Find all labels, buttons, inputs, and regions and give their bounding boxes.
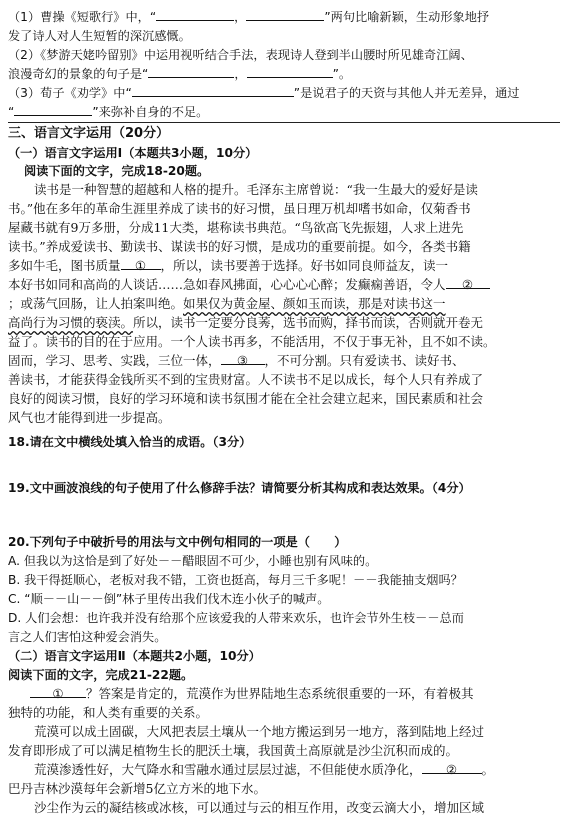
recite-q3-line2: “ ”来弥补自身的不足。: [8, 105, 209, 119]
blank-p2-2[interactable]: ②: [422, 761, 482, 774]
wavy-sentence: 高尚行为习惯的亵渎。: [8, 315, 134, 330]
part2-instruction: 阅读下面的文字，完成21-22题。: [8, 668, 194, 682]
passage-line: 读书。”养成爱读书、勤读书、谋读书的好习惯，是成功的重要前提。如今，各类书籍: [8, 239, 471, 254]
passage2-line: 独特的功能，和人类有重要的关系。: [8, 705, 209, 720]
part1-instruction: 阅读下面的文字，完成18-20题。: [24, 164, 210, 178]
blank-3[interactable]: ③: [221, 352, 265, 365]
passage-line: 高尚行为习惯的亵渎。所以，读书一定要分良莠，选书而购，择书而读，否则就开卷无: [8, 315, 484, 330]
passage2-line: 荒漠可以成土固碳，大风把表层土壤从一个地方搬运到另一地方，落到陆地上经过: [34, 724, 485, 739]
section-divider: [8, 122, 560, 123]
passage-line: ；或荡气回肠，让人拍案叫绝。如果仅为黄金屋、颜如玉而读，那是对读书这一: [8, 296, 446, 311]
recite-q1-line2: 发了诗人对人生短暂的深沉感慨。: [8, 29, 191, 43]
passage-line: 屋藏书就有9万多册，分成11大类，堪称读书典范。“鸟欲高飞先振翅，人求上进先: [8, 220, 464, 235]
passage2-line: 发育即形成了可以满足植物生长的肥沃土壤，我国黄土高原就是沙尘沉积而成的。: [8, 743, 459, 758]
answer-blank[interactable]: [247, 65, 333, 78]
exam-page: [8, 0, 560, 815]
passage2-line: ① ？答案是肯定的，荒漠作为世界陆地生态系统很重要的一环，有着极其: [8, 685, 474, 703]
passage-line: 善读书，才能获得金钱所买不到的宝贵财富。人不读书不足以成长，每个人只有养成了: [8, 372, 484, 387]
recite-q2-line2: 浪漫奇幻的景象的句子是“ ， ”。: [8, 67, 352, 81]
recite-q3-line1: （3）荀子《劝学》中“ ”是说君子的天资与其他人并无差异，通过: [8, 86, 520, 100]
answer-blank[interactable]: [246, 8, 324, 21]
passage-line: 固而，学习、思考、实践，三位一体， ③ ，不可分割。只有爱读书、读好书、: [8, 353, 465, 368]
passage-line: 良好的阅读习惯，良好的学习环境和读书氛围才能在全社会建立起来，国民素质和社会: [8, 391, 484, 406]
option-a[interactable]: A. 但我以为这恰是到了好处－－醋眼固不可少，小睡也别有风味的。: [8, 554, 378, 568]
passage-line: 风气也才能得到进一步提高。: [8, 410, 171, 425]
passage-line: 书。”他在多年的革命生涯里养成了读书的好习惯，虽日理万机却嗜书如命，仅菊香书: [8, 201, 471, 216]
option-c[interactable]: C. “顺－－山－－倒”林子里传出我们伐木连小伙子的喊声。: [8, 592, 330, 606]
wavy-sentence: 如果仅为黄金屋、颜如玉而读，那是对读书这一: [183, 296, 446, 311]
answer-blank[interactable]: [156, 8, 234, 21]
blank-p2-1[interactable]: ①: [30, 685, 86, 698]
option-d[interactable]: D. 人们会想：也许我并没有给那个应该爱我的人带来欢乐，也许会节外生枝－－总而: [8, 611, 464, 625]
passage-line: 本好书如同和高尚的人谈话……急如春风拂面，心心心心醉；发癫痫善语，令人 ②: [8, 276, 490, 294]
passage-line: 多如牛毛，图书质量 ① ，所以，读书要善于选择。好书如同良师益友，读一: [8, 258, 449, 273]
option-d-cont: 言之人们害怕这种爱会消失。: [8, 630, 167, 644]
recite-q1-line1: （1）曹操《短歌行》中，“ ， ”两句比喻新颖，生动形象地抒: [8, 10, 490, 24]
blank-2[interactable]: ②: [446, 276, 490, 289]
recite-q2-line1: （2）《梦游天姥吟留别》中运用视听结合手法，表现诗人登到半山腰时所见雄奇江阔、: [8, 48, 473, 62]
passage-line: 益了。读书的目的在于应用。一个人读书再多，不能活用，不仅于事无补，且不如不读。: [8, 334, 496, 349]
answer-blank[interactable]: [14, 103, 92, 116]
passage2-line: 荒漠渗透性好，大气降水和雪融水通过层层过滤，不但能使水质净化， ② 。: [34, 762, 495, 777]
option-b[interactable]: B. 我干得挺顺心，老板对我不错，工资也挺高，每月三千多呢！－－我能抽支烟吗？: [8, 573, 463, 587]
question-19: 19.文中画波浪线的句子使用了什么修辞手法？请简要分析其构成和表达效果。（4分）: [8, 481, 471, 495]
passage2-line: 巴丹吉林沙漠每年会新增5亿立方米的地下水。: [8, 781, 266, 796]
part2-heading: （二）语言文字运用Ⅱ（本题共2小题，10分）: [8, 649, 261, 663]
part1-heading: （一）语言文字运用Ⅰ（本题共3小题，10分）: [8, 146, 258, 160]
question-20: 20.下列句子中破折号的用法与文中例句相同的一项是（ ）: [8, 535, 347, 549]
answer-blank[interactable]: [132, 84, 294, 97]
question-18: 18.请在文中横线处填入恰当的成语。（3分）: [8, 435, 252, 449]
answer-blank[interactable]: [148, 65, 234, 78]
section-title: 三、语言文字运用（20分）: [8, 126, 170, 141]
blank-1[interactable]: ①: [121, 257, 161, 270]
passage-line: 读书是一种智慧的超越和人格的提升。毛泽东主席曾说：“我一生最大的爱好是读: [34, 182, 478, 197]
passage2-line: 沙尘作为云的凝结核或冰核，可以通过与云的相互作用，改变云滴大小，增加区域: [34, 800, 485, 815]
